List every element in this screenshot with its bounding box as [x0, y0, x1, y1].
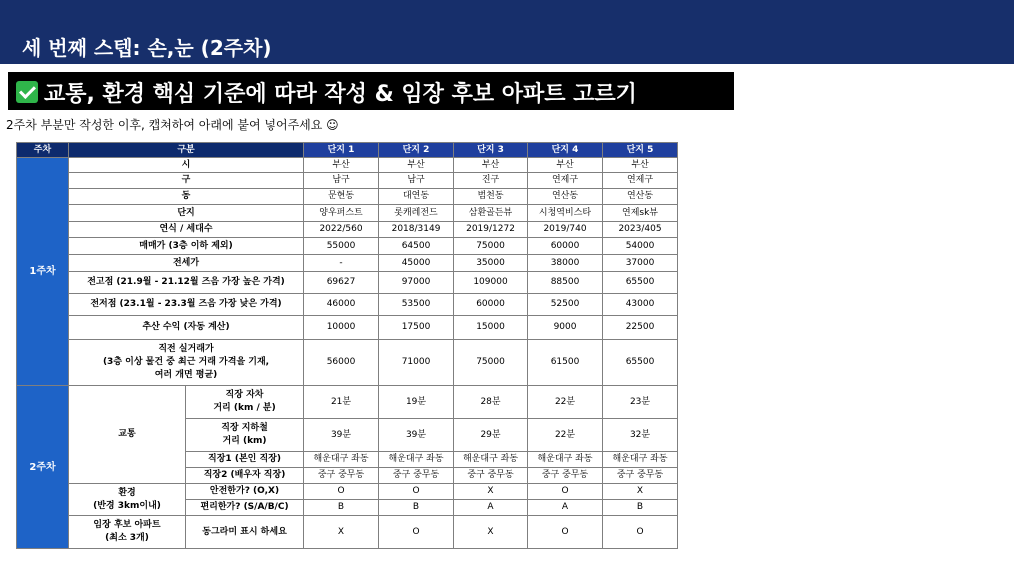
cell: 부산: [304, 158, 379, 173]
cell: 시청역비스타: [528, 205, 603, 222]
instruction-note: 2주차 부분만 작성한 이후, 캡쳐하여 아래에 붙여 넣어주세요 ☺: [6, 118, 339, 132]
cell: 71000: [379, 340, 454, 386]
week2-label: 2주차: [17, 386, 69, 549]
cell: 대연동: [379, 189, 454, 205]
cell: 55000: [304, 238, 379, 255]
cell: 65500: [603, 272, 678, 294]
cell[interactable]: X: [304, 516, 379, 549]
cell: 2018/3149: [379, 222, 454, 238]
row-label: 연식 / 세대수: [69, 222, 304, 238]
label-line: 거리 (km): [222, 436, 267, 446]
cell: 64500: [379, 238, 454, 255]
label-line: 임장 후보 아파트: [93, 520, 161, 530]
row-gu: [17, 173, 678, 189]
cell: O: [379, 484, 454, 500]
label-line: 직전 실거래가: [158, 344, 214, 354]
cell: 롯캐레전드: [379, 205, 454, 222]
cell: 10000: [304, 316, 379, 340]
cell: A: [528, 500, 603, 516]
cell: 해운대구 좌동: [528, 452, 603, 468]
cell: 65500: [603, 340, 678, 386]
row-candidate: [17, 516, 678, 549]
cell: 39분: [379, 419, 454, 452]
cell: 부산: [528, 158, 603, 173]
cell[interactable]: X: [454, 516, 528, 549]
cell: 22분: [528, 419, 603, 452]
row-year: [17, 222, 678, 238]
label-line: 여러 개면 평균): [154, 370, 218, 380]
row-label: 시: [69, 158, 304, 173]
cell: 22500: [603, 316, 678, 340]
cell: 연산동: [603, 189, 678, 205]
cell: 9000: [528, 316, 603, 340]
row-label: 전세가: [69, 255, 304, 272]
cell: 2023/405: [603, 222, 678, 238]
page-title: 세 번째 스텝: 손,눈 (2주차): [22, 36, 272, 60]
cell: 2019/1272: [454, 222, 528, 238]
row-label: [186, 386, 304, 419]
section-banner: [8, 72, 734, 110]
cell: 69627: [304, 272, 379, 294]
row-label: 동그라미 표시 하세요: [186, 516, 304, 549]
cell: 109000: [454, 272, 528, 294]
row-label: [186, 419, 304, 452]
cell: 15000: [454, 316, 528, 340]
row-label: [69, 340, 304, 386]
cell: A: [454, 500, 528, 516]
header-danji-5: 단지 5: [603, 143, 678, 158]
row-high: [17, 272, 678, 294]
header-category: 구분: [69, 143, 304, 158]
cell: 75000: [454, 238, 528, 255]
cell: 연제sk뷰: [603, 205, 678, 222]
row-label: 전저점 (23.1월 - 23.3월 즈음 가장 낮은 가격): [69, 294, 304, 316]
apartment-table: [16, 142, 678, 549]
row-label: 안전한가? (O,X): [186, 484, 304, 500]
cell: 39분: [304, 419, 379, 452]
cell: 46000: [304, 294, 379, 316]
row-profit: [17, 316, 678, 340]
cell: 28분: [454, 386, 528, 419]
cell: 부산: [454, 158, 528, 173]
label-line: 환경: [118, 487, 136, 498]
row-low: [17, 294, 678, 316]
check-icon: [16, 81, 38, 103]
cell: 23분: [603, 386, 678, 419]
header-bar: [0, 0, 1014, 64]
cell: 35000: [454, 255, 528, 272]
week1-label: 1주차: [17, 158, 69, 386]
cell: 61500: [528, 340, 603, 386]
cell: 45000: [379, 255, 454, 272]
row-label: 매매가 (3층 이하 제외): [69, 238, 304, 255]
cell: 중구 중무동: [454, 468, 528, 484]
cell: 중구 중무동: [528, 468, 603, 484]
row-label: 전고점 (21.9월 - 21.12월 즈음 가장 높은 가격): [69, 272, 304, 294]
header-row: [17, 143, 678, 158]
cell: 17500: [379, 316, 454, 340]
cell: B: [603, 500, 678, 516]
cell: B: [304, 500, 379, 516]
row-si: [17, 158, 678, 173]
cell: 54000: [603, 238, 678, 255]
cell: 29분: [454, 419, 528, 452]
group-candidate: [69, 516, 186, 549]
cell: 53500: [379, 294, 454, 316]
label-line: (최소 3개): [105, 533, 149, 543]
cell: 56000: [304, 340, 379, 386]
cell[interactable]: O: [603, 516, 678, 549]
row-danji: [17, 205, 678, 222]
cell: 진구: [454, 173, 528, 189]
row-recent: [17, 340, 678, 386]
cell: 37000: [603, 255, 678, 272]
row-safe: [17, 484, 678, 500]
cell: 2022/560: [304, 222, 379, 238]
label-line: (반경 3km이내): [93, 500, 161, 511]
row-car: [17, 386, 678, 419]
label-line: 직장 지하철: [221, 423, 268, 433]
cell: 38000: [528, 255, 603, 272]
cell: 19분: [379, 386, 454, 419]
cell: X: [603, 484, 678, 500]
group-traffic: 교통: [69, 386, 186, 484]
cell: 해운대구 좌동: [379, 452, 454, 468]
label-line: 직장 자차: [225, 390, 264, 400]
cell: 범천동: [454, 189, 528, 205]
cell: 부산: [379, 158, 454, 173]
cell: 중구 중무동: [304, 468, 379, 484]
cell[interactable]: O: [379, 516, 454, 549]
header-danji-4: 단지 4: [528, 143, 603, 158]
cell: 2019/740: [528, 222, 603, 238]
cell: 남구: [379, 173, 454, 189]
header-week: 주차: [17, 143, 69, 158]
cell: 중구 중무동: [603, 468, 678, 484]
label-line: 거리 (km / 분): [213, 403, 276, 413]
row-label: 직장1 (본인 직장): [186, 452, 304, 468]
label-line: (3층 이상 물건 중 최근 거래 가격을 기재,: [102, 357, 270, 367]
cell: 해운대구 좌동: [304, 452, 379, 468]
cell: 32분: [603, 419, 678, 452]
cell: 60000: [528, 238, 603, 255]
cell: B: [379, 500, 454, 516]
cell: 중구 중무동: [379, 468, 454, 484]
cell: 남구: [304, 173, 379, 189]
cell: O: [528, 484, 603, 500]
header-danji-3: 단지 3: [454, 143, 528, 158]
cell: 60000: [454, 294, 528, 316]
cell: X: [454, 484, 528, 500]
cell: 21분: [304, 386, 379, 419]
cell: 해운대구 좌동: [454, 452, 528, 468]
cell: 75000: [454, 340, 528, 386]
cell: 해운대구 좌동: [603, 452, 678, 468]
cell: 문현동: [304, 189, 379, 205]
cell[interactable]: O: [528, 516, 603, 549]
cell: 22분: [528, 386, 603, 419]
row-label: 동: [69, 189, 304, 205]
cell: 삼환골든뷰: [454, 205, 528, 222]
cell: 88500: [528, 272, 603, 294]
row-label: 추산 수익 (자동 계산): [69, 316, 304, 340]
row-label: 직장2 (배우자 직장): [186, 468, 304, 484]
cell: O: [304, 484, 379, 500]
banner-text: 교통, 환경 핵심 기준에 따라 작성 & 임장 후보 아파트 고르기: [44, 82, 637, 107]
row-dong: [17, 189, 678, 205]
cell: 97000: [379, 272, 454, 294]
cell: -: [304, 255, 379, 272]
row-label: 구: [69, 173, 304, 189]
cell: 52500: [528, 294, 603, 316]
cell: 연제구: [528, 173, 603, 189]
cell: 연제구: [603, 173, 678, 189]
row-label: 편리한가? (S/A/B/C): [186, 500, 304, 516]
row-sale: [17, 238, 678, 255]
cell: 43000: [603, 294, 678, 316]
cell: 양우퍼스트: [304, 205, 379, 222]
cell: 부산: [603, 158, 678, 173]
header-danji-1: 단지 1: [304, 143, 379, 158]
header-danji-2: 단지 2: [379, 143, 454, 158]
group-env: [69, 484, 186, 516]
row-jeonse: [17, 255, 678, 272]
row-label: 단지: [69, 205, 304, 222]
cell: 연산동: [528, 189, 603, 205]
